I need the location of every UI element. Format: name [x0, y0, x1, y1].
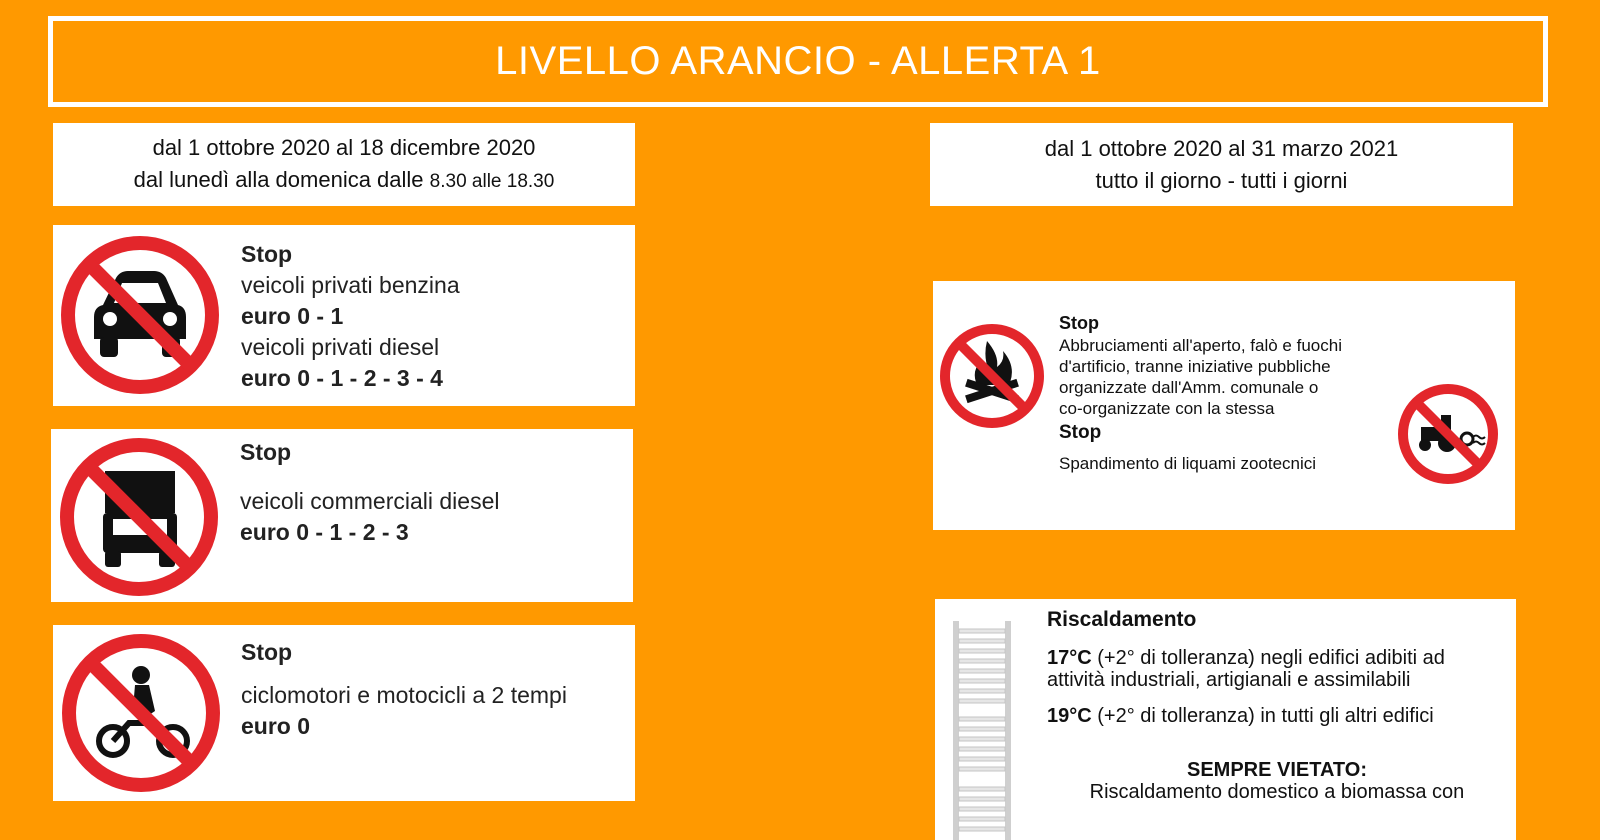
- motorcycles-stop: Stop: [241, 639, 293, 665]
- trucks-card: [51, 429, 633, 602]
- cars-text: [241, 239, 460, 394]
- heating-t2: 19°C (+2° di tolleranza) in tutti gli altri edifici: [1047, 705, 1434, 727]
- motorcycles-text: [241, 637, 567, 742]
- burning-line1: Abbruciamenti all'aperto, falò e fuochi: [1059, 336, 1342, 355]
- trucks-stop: Stop: [240, 439, 292, 465]
- burning-stop2: Stop: [1059, 422, 1102, 443]
- burning-line5: Spandimento di liquami zootecnici: [1059, 454, 1317, 473]
- heating-card: [935, 599, 1516, 840]
- cars-card: [53, 225, 635, 406]
- heating-t1: 17°C (+2° di tolleranza) negli edifici adibiti ad: [1047, 647, 1445, 669]
- left-period-card: [53, 123, 635, 206]
- no-fire-icon: [937, 321, 1047, 431]
- left-period-line2: dal lunedì alla domenica dalle 8.30 alle 18.30: [133, 166, 555, 192]
- right-period-card: [930, 123, 1513, 206]
- burning-line2: d'artificio, tranne iniziative pubbliche: [1059, 357, 1331, 376]
- heating-always-line: Riscaldamento domestico a biomassa con: [1089, 781, 1465, 803]
- no-tractor-icon: [1395, 381, 1501, 487]
- right-period-line1: dal 1 ottobre 2020 al 31 marzo 2021: [1044, 135, 1399, 161]
- right-period-line2: tutto il giorno - tutti i giorni: [1095, 167, 1348, 193]
- motorcycles-line2: euro 0: [241, 713, 311, 739]
- trucks-line1: veicoli commerciali diesel: [240, 488, 500, 514]
- cars-line1: veicoli privati benzina: [241, 272, 460, 298]
- title-banner: [48, 16, 1548, 107]
- heating-t1-line2: attività industriali, artigianali e assimilabili: [1047, 669, 1411, 691]
- burning-line4: co-organizzate con la stessa: [1059, 399, 1275, 418]
- no-motorcycle-icon: [59, 631, 223, 795]
- motorcycles-line1: ciclomotori e motocicli a 2 tempi: [241, 682, 567, 708]
- radiator-icon: [947, 617, 1017, 840]
- left-period-line1: dal 1 ottobre 2020 al 18 dicembre 2020: [152, 134, 536, 160]
- heating-always: SEMPRE VIETATO:: [1186, 759, 1368, 781]
- cars-stop: Stop: [241, 241, 293, 267]
- no-truck-icon: [57, 435, 221, 599]
- motorcycles-card: [53, 625, 635, 801]
- burning-card: [933, 281, 1515, 530]
- burning-stop1: Stop: [1059, 313, 1099, 333]
- heating-title: Riscaldamento: [1047, 608, 1197, 631]
- banner-title: LIVELLO ARANCIO - ALLERTA 1: [53, 21, 1543, 102]
- cars-line2: euro 0 - 1: [241, 303, 344, 329]
- burning-text: [1059, 311, 1389, 474]
- cars-line3: veicoli privati diesel: [241, 334, 440, 360]
- heating-text: [1047, 607, 1507, 803]
- trucks-text: [240, 437, 499, 548]
- burning-line3: organizzate dall'Amm. comunale o: [1059, 378, 1319, 397]
- no-car-icon: [58, 233, 222, 397]
- cars-line4: euro 0 - 1 - 2 - 3 - 4: [241, 365, 443, 391]
- trucks-line2: euro 0 - 1 - 2 - 3: [240, 519, 409, 545]
